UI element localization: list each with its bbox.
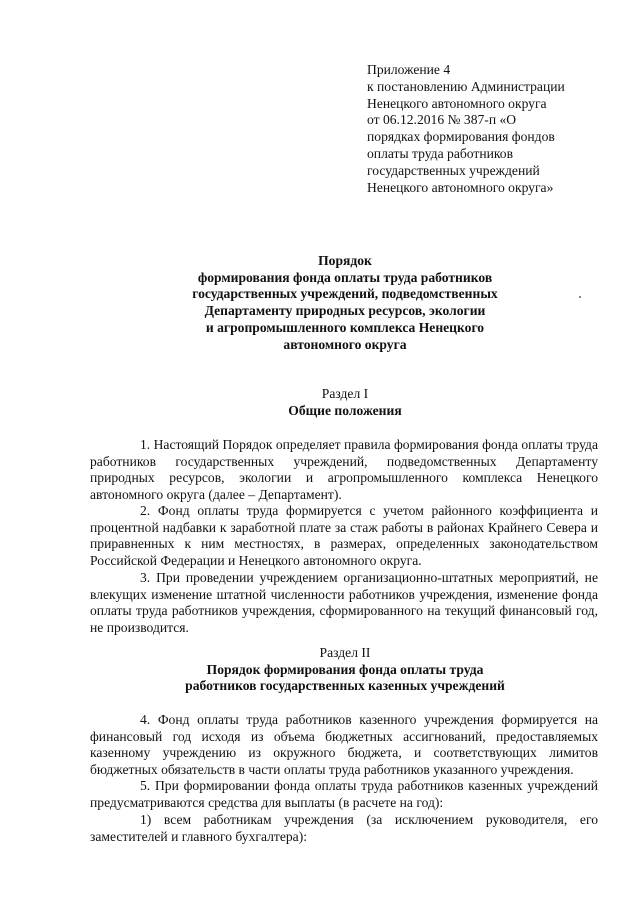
appendix-line: Приложение 4 [367,62,451,77]
section-1-number: Раздел I [321,386,369,401]
appendix-line: оплаты труда работников [367,145,514,161]
section-2-heading-line: Порядок формирования фонда оплаты труда [206,661,484,677]
paragraph-5-item-1: 1) всем работникам учреждения (за исключением руководителя, его заместителей и главного бухгалтера): [90,812,598,844]
paragraph-4: 4. Фонд оплаты труда работников казенного учреждения формируется на финансовый год исходя из объема бюджетных ассигнований, предоставляемых казенному учреждению из окружного бюджета, и соответствующих лимитов бюджетных обязательств в части оплаты труда работников указанного учреждения. [90,712,598,777]
paragraph-2: 2. Фонд оплаты труда формируется с учетом районного коэффициента и процентной надбавки к заработной плате за стаж работы в районах Крайнего Севера и приравненных к ним местностях, в размерах, определенных законодательством Российской Федерации и Ненецкого автономного округа. [90,503,598,568]
title-line: Департаменту природных ресурсов, экологии [204,303,486,319]
section-2-number: Раздел II [319,645,371,660]
scan-speck [579,296,581,298]
appendix-line: Ненецкого автономного округа [367,95,547,111]
title-line: Порядок [318,253,372,268]
appendix-block [367,62,607,196]
appendix-line: Ненецкого автономного округа» [367,179,554,195]
title-line: государственных учреждений, подведомственных [192,286,498,302]
title-line: формирования фонда оплаты труда работников [197,269,493,285]
title-line: и агропромышленного комплекса Ненецкого [205,319,485,335]
section-2-heading-line: работников государственных казенных учреждений [185,678,505,694]
paragraph-1: 1. Настоящий Порядок определяет правила формирования фонда оплаты труда работников государственных учреждений, подведомственных Департаменту природных ресурсов, экологии и агропромышленного комплекса Ненецкого автономного округа (далее – Департамент). [90,437,598,502]
section-2-header [90,645,600,695]
appendix-line: порядках формирования фондов [367,129,555,145]
appendix-line: государственных учреждений [367,162,540,178]
appendix-line: от 06.12.2016 № 387-п «О [367,112,517,128]
section-1-header [90,386,600,419]
appendix-line: к постановлению Администрации [367,78,565,94]
title-line: автономного округа [283,336,407,352]
document-title [90,253,600,353]
section-1-heading: Общие положения [288,402,402,418]
paragraph-3: 3. При проведении учреждением организационно-штатных мероприятий, не влекущих изменение штатной численности работников учреждения, изменение фонда оплаты труда работников учреждения, сформированного на текущий финансовый год, не производится. [90,570,598,635]
paragraph-5: 5. При формировании фонда оплаты труда работников казенных учреждений предусматриваются средства для выплаты (в расчете на год): [90,778,598,810]
